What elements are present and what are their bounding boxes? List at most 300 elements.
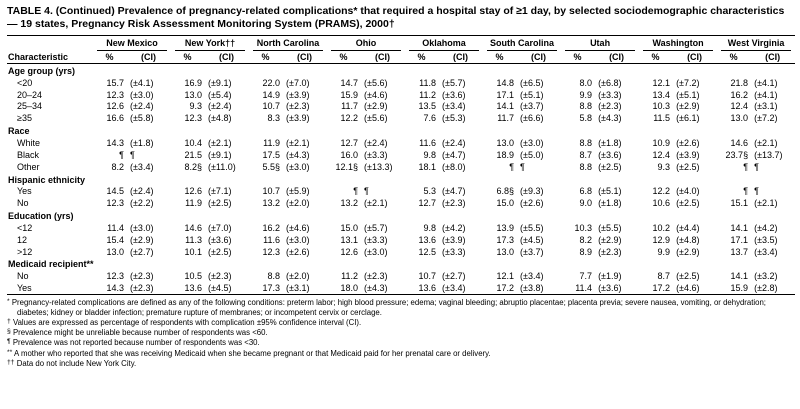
percent-value: 8.8 <box>579 161 593 172</box>
ci-value: (±8.0) <box>442 161 466 172</box>
percent-value: 12.6 <box>106 101 124 112</box>
ci-value: (±2.1) <box>754 198 778 209</box>
ci-value: (±3.3) <box>364 234 388 245</box>
percent-value: 13.0 <box>496 246 515 257</box>
ci-value: (±2.1) <box>754 138 778 148</box>
percent-value: 11.7 <box>341 101 359 112</box>
percent-value: 13.5 <box>418 101 437 112</box>
ci-value: (±13.3) <box>364 161 393 172</box>
footnote-marker: † <box>7 318 11 326</box>
state-header-label: New York†† <box>175 38 245 50</box>
percent-value: 13.6 <box>418 283 437 294</box>
percent-value: 15.0 <box>340 222 359 233</box>
ci-value: (±2.8) <box>754 283 778 294</box>
percent-value: 5.5§ <box>262 161 281 172</box>
footnote-text: Pregnancy-related complications are defined as any of the following conditions: preterm labor; high blood pressure; edema; vaginal bleeding; abruptio placentae; placenta previa; severe nausea, vomiting, or dehydration; diabetes; kidney or bladder infection; premature rupture of membranes; or incompetent cervix or cerclage. <box>9 297 766 318</box>
ci-header: (CI) <box>282 51 327 63</box>
percent-value: 12.1 <box>496 271 515 282</box>
state-header-label: Oklahoma <box>409 38 479 50</box>
ci-value: (±5.9) <box>286 186 310 197</box>
percent-value: 16.0 <box>340 149 359 160</box>
state-header-label: Washington <box>643 38 713 50</box>
percent-header: % <box>483 51 516 63</box>
ci-value: (±4.3) <box>286 149 310 160</box>
section-label: Education (yrs) <box>8 211 74 222</box>
ci-value: (±1.8) <box>598 138 622 148</box>
percent-value: 7.7 <box>579 271 593 282</box>
ci-value: (±2.9) <box>676 101 700 112</box>
percent-value: 11.9 <box>263 138 281 148</box>
ci-value: (±3.5) <box>754 234 778 245</box>
state-header <box>327 36 405 51</box>
row-label: 20–24 <box>17 89 43 100</box>
footnote-text: A mother who reported that she was receiving Medicaid when she became pregnant or that Medicaid paid for her prenatal care or delivery. <box>12 348 491 358</box>
table-row <box>7 222 795 234</box>
section-row <box>7 124 795 137</box>
percent-value: 14.5 <box>106 186 124 197</box>
percent-value: 17.5 <box>262 149 281 160</box>
percent-value: 13.9 <box>496 222 515 233</box>
ci-header: (CI) <box>672 51 717 63</box>
ci-value: (±5.6) <box>364 113 388 124</box>
state-header-label: South Carolina <box>487 38 557 50</box>
ci-value: (±5.7) <box>442 77 466 88</box>
state-header-label: West Virginia <box>721 38 791 50</box>
percent-value: 14.3 <box>106 283 124 294</box>
ci-value: (±2.7) <box>130 246 154 257</box>
percent-value: 14.8 <box>496 77 515 88</box>
percent-value: 15.1 <box>730 198 749 209</box>
ci-value: (±3.0) <box>364 246 388 257</box>
table-head <box>7 36 795 64</box>
percent-value: 10.7 <box>262 186 281 197</box>
ci-value: (±3.1) <box>286 283 310 294</box>
percent-value: 15.7 <box>106 77 124 88</box>
ci-value: (±2.3) <box>598 246 622 257</box>
percent-value: 10.3 <box>574 222 593 233</box>
table-row <box>7 89 795 101</box>
percent-value: 11.4 <box>575 283 593 294</box>
percent-value: 15.9 <box>340 89 359 100</box>
footnote-marker: § <box>7 328 11 336</box>
percent-value: 9.3 <box>657 161 671 172</box>
percent-header: % <box>405 51 438 63</box>
row-label: >12 <box>17 246 33 257</box>
ci-value: (±4.6) <box>676 283 700 294</box>
ci-value: (±2.3) <box>130 271 154 282</box>
ci-value: (±5.8) <box>130 113 154 124</box>
percent-value: 17.3 <box>496 234 515 245</box>
ci-value: (±4.2) <box>754 222 778 233</box>
percent-header: % <box>93 51 126 63</box>
percent-value: 12.2 <box>652 186 671 197</box>
state-header <box>483 36 561 51</box>
section-label: Hispanic ethnicity <box>8 174 86 185</box>
percent-value: 8.0 <box>579 77 593 88</box>
ci-value: (±3.9) <box>286 89 310 100</box>
ci-value: (±5.4) <box>208 89 232 100</box>
percent-value: 10.5 <box>184 271 202 282</box>
percent-value: ¶ <box>353 186 359 197</box>
ci-value: (±3.0) <box>130 222 154 233</box>
percent-value: 15.9 <box>730 283 749 294</box>
percent-value: 13.4 <box>652 89 671 100</box>
ci-value: (±7.0) <box>208 222 232 233</box>
percent-value: 8.2 <box>579 234 593 245</box>
footnote <box>7 349 793 359</box>
table-row <box>7 149 795 161</box>
percent-value: 12.2 <box>340 113 359 124</box>
ci-value: (±2.3) <box>442 198 466 209</box>
ci-value: (±3.2) <box>754 271 778 282</box>
footnote-text: Prevalence might be unreliable because number of respondents was <60. <box>10 328 268 338</box>
row-label: Black <box>17 149 40 160</box>
ci-value: (±4.1) <box>130 77 154 88</box>
percent-header: % <box>249 51 282 63</box>
percent-value: 12.3 <box>262 246 281 257</box>
percent-value: 15.0 <box>496 198 515 209</box>
percent-value: 11.5 <box>653 113 671 124</box>
characteristic-header: Characteristic <box>7 51 93 63</box>
ci-value: (±2.9) <box>364 101 388 112</box>
percent-value: 10.4 <box>184 138 202 148</box>
ci-value: (±6.6) <box>520 113 544 124</box>
percent-value: 9.8 <box>423 149 437 160</box>
ci-value: (±3.4) <box>130 161 154 172</box>
ci-header: (CI) <box>750 51 795 63</box>
ci-value: (±3.4) <box>520 271 544 282</box>
percent-value: 12.6 <box>340 246 359 257</box>
table-body <box>7 63 795 294</box>
state-header <box>639 36 717 51</box>
row-label: Yes <box>17 283 32 294</box>
percent-header: % <box>561 51 594 63</box>
percent-header: % <box>639 51 672 63</box>
table-row <box>7 137 795 149</box>
percent-value: 13.2 <box>340 198 359 209</box>
percent-value: 12.9 <box>652 234 671 245</box>
ci-value: (±7.2) <box>754 113 778 124</box>
footnote-marker: †† <box>7 358 15 366</box>
percent-value: 8.7 <box>657 271 671 282</box>
percent-value: 11.6 <box>263 234 281 245</box>
footnote-text: Values are expressed as percentage of respondents with complication ±95% confidence interval (CI). <box>10 318 362 328</box>
percent-value: ¶ <box>509 161 515 172</box>
row-label: Other <box>17 161 40 172</box>
percent-value: 8.7 <box>579 149 593 160</box>
state-header-row <box>7 36 795 51</box>
table-row <box>7 77 795 89</box>
footnote <box>7 298 793 318</box>
percent-value: 22.0 <box>262 77 281 88</box>
percent-value: 10.7 <box>418 271 437 282</box>
percent-value: 12.6 <box>184 186 202 197</box>
footnotes <box>7 298 793 369</box>
state-header-label: New Mexico <box>97 38 167 50</box>
ci-value: ¶ <box>130 149 135 160</box>
ci-value: (±4.2) <box>442 222 466 233</box>
percent-value: 12.7 <box>418 198 437 209</box>
percent-value: 13.7 <box>730 246 749 257</box>
state-header-label: Utah <box>565 38 635 50</box>
ci-value: (±2.6) <box>286 246 310 257</box>
ci-value: (±1.8) <box>598 198 622 209</box>
percent-value: 5.8 <box>579 113 593 124</box>
footnote-marker: ¶ <box>7 338 11 346</box>
percent-value: 11.8 <box>419 77 437 88</box>
ci-value: (±2.3) <box>130 283 154 294</box>
ci-value: (±4.5) <box>208 283 232 294</box>
percent-value: 23.7§ <box>725 149 749 160</box>
ci-value: (±2.6) <box>676 138 700 148</box>
footnote <box>7 328 793 338</box>
row-label: 12 <box>17 234 28 245</box>
percent-value: 14.7 <box>340 77 359 88</box>
percent-value: 7.6 <box>423 113 437 124</box>
percent-value: 8.2 <box>111 161 124 172</box>
footnote-marker: ** <box>7 348 13 356</box>
percent-value: ¶ <box>743 186 749 197</box>
ci-value: (±4.3) <box>364 283 388 294</box>
ci-value: (±9.3) <box>520 186 544 197</box>
percent-value: 18.1 <box>418 161 437 172</box>
percent-value: 17.3 <box>262 283 281 294</box>
ci-value: (±6.8) <box>598 77 622 88</box>
percent-value: 17.2 <box>652 283 671 294</box>
ci-value: (±2.9) <box>598 234 622 245</box>
ci-value: (±3.3) <box>364 149 388 160</box>
percent-header: % <box>327 51 360 63</box>
percent-value: 18.0 <box>340 283 359 294</box>
percent-value: 13.0 <box>106 246 124 257</box>
percent-header: % <box>717 51 750 63</box>
section-label: Medicaid recipient** <box>8 259 94 270</box>
section-row <box>7 209 795 222</box>
table-row <box>7 197 795 209</box>
ci-value: (±5.5) <box>598 222 622 233</box>
percent-value: 8.3 <box>267 113 281 124</box>
percent-value: 16.2 <box>730 89 749 100</box>
ci-value: (±2.0) <box>286 271 310 282</box>
table-row <box>7 234 795 246</box>
table-row <box>7 161 795 173</box>
ci-value: (±3.0) <box>520 138 544 148</box>
ci-value: (±4.5) <box>520 234 544 245</box>
percent-value: 11.3 <box>185 234 202 245</box>
ci-value: (±2.4) <box>208 101 232 112</box>
ci-value: (±5.6) <box>364 77 388 88</box>
ci-value: (±9.1) <box>208 77 232 88</box>
row-label: 25–34 <box>17 101 43 112</box>
percent-value: 12.3 <box>106 89 124 100</box>
percent-value: 9.8 <box>423 222 437 233</box>
ci-header: (CI) <box>126 51 171 63</box>
percent-value: 17.1 <box>496 89 515 100</box>
percent-value: 9.9 <box>579 89 593 100</box>
ci-value: (±2.3) <box>598 101 622 112</box>
ci-value: (±2.5) <box>676 161 700 172</box>
ci-value: (±7.1) <box>208 186 232 197</box>
ci-value: ¶ <box>364 186 369 197</box>
ci-value: (±2.4) <box>364 138 388 148</box>
ci-value: (±3.0) <box>130 89 154 100</box>
ci-value: (±3.1) <box>754 101 778 112</box>
percent-value: 10.6 <box>652 198 671 209</box>
percent-value: 14.9 <box>262 89 281 100</box>
row-label: Yes <box>17 186 32 197</box>
percent-value: 11.7 <box>497 113 515 124</box>
footnote-marker: * <box>7 297 10 305</box>
percent-value: 8.9 <box>579 246 593 257</box>
prevalence-table <box>7 35 795 295</box>
percent-value: 13.0 <box>496 138 515 148</box>
row-label: ≥35 <box>17 113 32 124</box>
ci-value: (±3.6) <box>598 149 622 160</box>
percent-value: 12.1§ <box>335 161 359 172</box>
row-label: No <box>17 198 29 209</box>
percent-value: 21.8 <box>730 77 749 88</box>
ci-value: (±1.8) <box>130 138 154 148</box>
percent-value: 17.2 <box>496 283 515 294</box>
ci-value: (±4.3) <box>598 113 622 124</box>
ci-value: (±2.9) <box>130 234 154 245</box>
ci-value: (±4.6) <box>364 89 388 100</box>
section-label: Age group (yrs) <box>8 65 76 76</box>
percent-value: 10.7 <box>262 101 281 112</box>
ci-value: (±3.3) <box>442 246 466 257</box>
percent-value: 10.1 <box>184 246 202 257</box>
ci-value: (±2.1) <box>286 138 310 148</box>
ci-value: (±3.6) <box>208 234 232 245</box>
ci-value: (±2.5) <box>208 246 232 257</box>
percent-value: 14.1 <box>496 101 515 112</box>
ci-header: (CI) <box>438 51 483 63</box>
percent-value: 15.4 <box>106 234 124 245</box>
ci-value: (±5.1) <box>520 89 544 100</box>
percent-value: 11.2 <box>419 89 437 100</box>
percent-value: 12.3 <box>106 271 124 282</box>
ci-value: (±3.8) <box>520 283 544 294</box>
percent-value: 12.1 <box>652 77 671 88</box>
ci-header: (CI) <box>594 51 639 63</box>
percent-value: 12.3 <box>184 113 202 124</box>
table-row <box>7 185 795 197</box>
percent-value: 10.9 <box>652 138 671 148</box>
ci-value: (±4.8) <box>676 234 700 245</box>
state-header-label: Ohio <box>331 38 401 50</box>
percent-value: 8.8 <box>267 271 281 282</box>
ci-value: ¶ <box>520 161 525 172</box>
ci-value: (±4.4) <box>676 222 700 233</box>
ci-value: (±2.4) <box>442 138 466 148</box>
ci-value: (±4.1) <box>754 77 778 88</box>
percent-value: 16.9 <box>184 77 202 88</box>
ci-value: (±2.4) <box>130 101 154 112</box>
section-row <box>7 173 795 186</box>
ci-value: (±2.3) <box>208 271 232 282</box>
percent-value: 21.5 <box>184 149 202 160</box>
ci-value: (±4.6) <box>286 222 310 233</box>
ci-value: (±4.1) <box>754 89 778 100</box>
ci-value: (±3.3) <box>598 89 622 100</box>
percent-value: 8.2§ <box>184 161 202 172</box>
ci-value: (±5.1) <box>676 89 700 100</box>
ci-value: (±3.0) <box>286 161 310 172</box>
percent-header: % <box>171 51 204 63</box>
ci-value: (±2.2) <box>130 198 154 209</box>
percent-value: 6.8§ <box>496 186 515 197</box>
percent-value: ¶ <box>743 161 749 172</box>
section-row <box>7 257 795 270</box>
ci-value: (±2.6) <box>520 198 544 209</box>
ci-value: (±3.9) <box>442 234 466 245</box>
ci-value: (±3.9) <box>286 113 310 124</box>
percent-value: 9.3 <box>189 101 202 112</box>
ci-value: (±9.1) <box>208 149 232 160</box>
ci-header: (CI) <box>516 51 561 63</box>
table-row <box>7 270 795 282</box>
percent-value: 16.6 <box>106 113 124 124</box>
percent-value: 12.4 <box>652 149 671 160</box>
ci-value: (±2.1) <box>208 138 232 148</box>
ci-value: (±5.7) <box>364 222 388 233</box>
row-label: White <box>17 138 41 148</box>
ci-value: (±2.0) <box>286 198 310 209</box>
ci-value: (±2.9) <box>676 246 700 257</box>
ci-value: (±13.7) <box>754 149 783 160</box>
percent-value: 13.0 <box>184 89 202 100</box>
footnote-text: Data do not include New York City. <box>14 358 137 368</box>
percent-value: 11.4 <box>107 222 124 233</box>
table-row <box>7 100 795 112</box>
ci-value: (±1.9) <box>598 271 622 282</box>
percent-value: 6.8 <box>579 186 593 197</box>
percent-value: 9.0 <box>579 198 593 209</box>
percent-value: 13.0 <box>730 113 749 124</box>
percent-value: 12.3 <box>106 198 124 209</box>
percent-value: 8.8 <box>579 138 593 148</box>
table-row <box>7 246 795 258</box>
percent-value: 10.2 <box>652 222 671 233</box>
row-label: <12 <box>17 222 33 233</box>
state-header <box>561 36 639 51</box>
subheader-row <box>7 51 795 63</box>
ci-value: (±3.4) <box>442 101 466 112</box>
ci-value: (±7.2) <box>676 77 700 88</box>
percent-value: 12.5 <box>418 246 437 257</box>
ci-value: (±5.5) <box>520 222 544 233</box>
ci-value: (±5.0) <box>520 149 544 160</box>
state-header <box>717 36 795 51</box>
state-header <box>171 36 249 51</box>
ci-header: (CI) <box>204 51 249 63</box>
percent-value: 10.3 <box>652 101 671 112</box>
percent-value: 14.1 <box>730 271 749 282</box>
row-label: <20 <box>17 77 33 88</box>
ci-value: (±2.5) <box>598 161 622 172</box>
ci-value: (±2.5) <box>208 198 232 209</box>
ci-value: (±6.1) <box>676 113 700 124</box>
ci-value: (±11.0) <box>208 161 236 172</box>
percent-value: 11.2 <box>341 271 359 282</box>
ci-value: (±3.4) <box>442 283 466 294</box>
ci-header: (CI) <box>360 51 405 63</box>
percent-value: 12.7 <box>340 138 359 148</box>
percent-value: 14.6 <box>730 138 749 148</box>
percent-value: 13.1 <box>340 234 359 245</box>
ci-value: (±2.3) <box>364 271 388 282</box>
ci-value: (±5.3) <box>442 113 466 124</box>
